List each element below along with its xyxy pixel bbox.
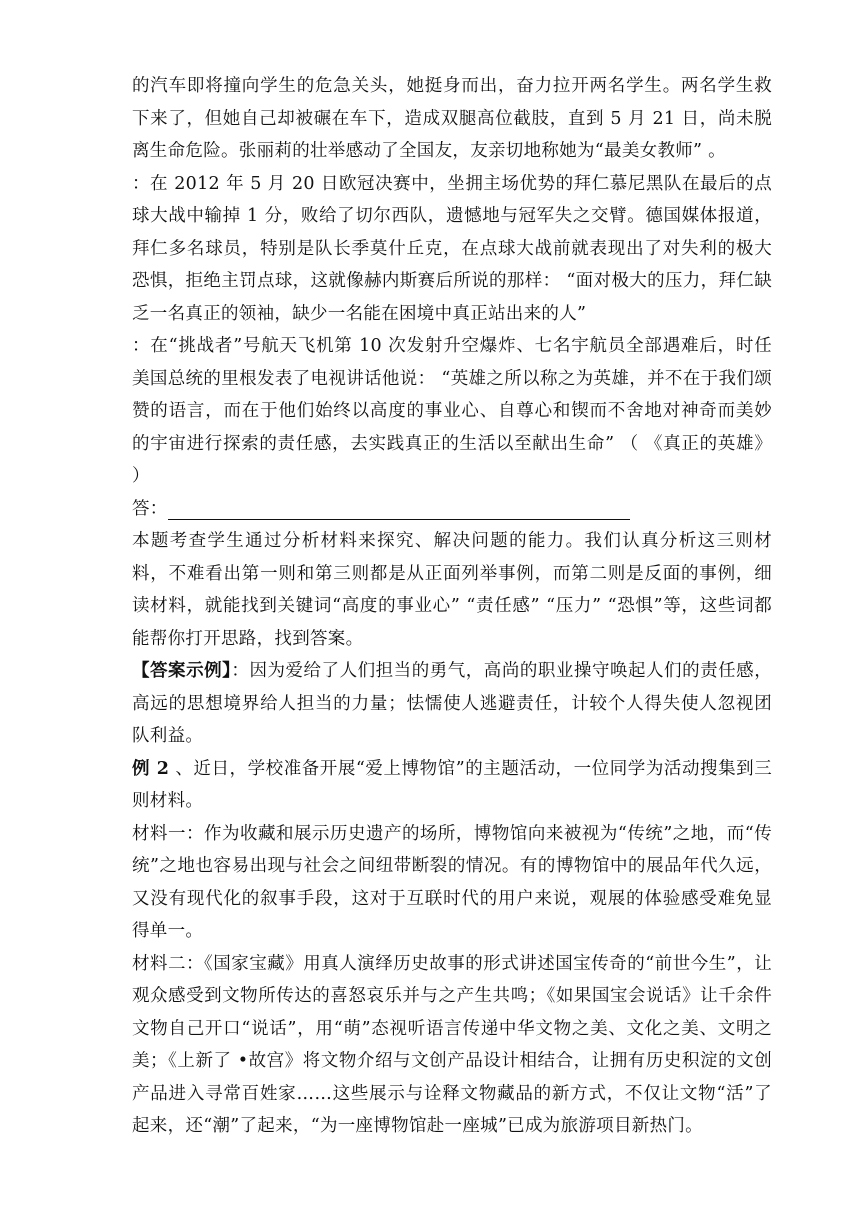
analysis-paragraph: 本题考查学生通过分析材料来探究、解决问题的能力。我们认真分析这三则材料，不难看出第一则和第三则都是从正面列举事例，而第二则是反面的事例，细读材料，就能找到关键词“高度的事业心” “责任感” “压力” “恐惧”等，这些词都能帮你打开思路，找到答案。: [132, 531, 772, 649]
material-two-paragraph: 材料二：《国家宝藏》用真人演绎历史故事的形式讲述国宝传奇的“前世今生”，让观众感受到文物所传达的喜怒哀乐并与之产生共鸣；《如果国宝会说话》让千余件文物自己开口“说话”，用“萌”态视听语言传递中华文物之美、文化之美、文明之美；《上新了 •故宫》将文物介绍与文创产品设计相结合，让拥有历史积淀的文创产品进入寻常百姓家……这些展示与诠释文物藏品的新方式，不仅让文物“活”了起来，还“潮”了起来，“为一座博物馆赴一座城”已成为旅游项目新热门。: [132, 953, 772, 1136]
example-2-text: 、近日，学校准备开展“爱上博物馆”的主题活动，一位同学为活动搜集到三则材料。: [132, 758, 773, 811]
example-2-label: 例 2: [132, 758, 170, 779]
example-2-paragraph: [132, 753, 772, 818]
material-one-paragraph: 材料一：作为收藏和展示历史遗产的场所，博物馆向来被视为“传统”之地，而“传统”之地也容易出现与社会之间纽带断裂的情况。有的博物馆中的展品年代久远，又没有现代化的叙事手段，这对于互联时代的用户来说，观展的体验感受难免显得单一。: [132, 823, 772, 941]
answer-label: 答：: [132, 498, 168, 519]
material-paragraph-2: ：在 2012 年 5 月 20 日欧冠决赛中，坐拥主场优势的拜仁慕尼黑队在最后的点球大战中输掉 1 分，败给了切尔西队，遗憾地与冠军失之交臂。德国媒体报道，拜仁多名球员，特别是队长季莫什丘克，在点球大战前就表现出了对失利的极大恐惧，拒绝主罚点球，这就像赫内斯赛后所说的那样： “面对极大的压力，拜仁缺乏一名真正的领袖，缺少一名能在困境中真正站出来的人”: [132, 173, 772, 324]
answer-example-text: ：因为爱给了人们担当的勇气，高尚的职业操守唤起人们的责任感，高远的思想境界给人担当的力量；怯懦使人逃避责任，计较个人得失使人忽视团队利益。: [132, 661, 772, 746]
material-paragraph-1: 的汽车即将撞向学生的危急关头，她挺身而出，奋力拉开两名学生。两名学生救下来了，但她自己却被碾在车下，造成双腿高位截肢，直到 5 月 21 日，尚未脱离生命危险。张丽莉的壮举感动了全国友，友亲切地称她为“最美女教师” 。: [132, 76, 772, 161]
answer-example-paragraph: [132, 655, 772, 753]
answer-row: [132, 493, 772, 526]
answer-example-label: 【答案示例】: [132, 661, 232, 681]
material-paragraph-3: ：在“挑战者”号航天飞机第 10 次发射升空爆炸、七名宇航员全部遇难后，时任美国总统的里根发表了电视讲话他说： “英雄之所以称之为英雄，并不在于我们颂赞的语言，而在于他们始终以高度的事业心、自尊心和锲而不舍地对神奇而美妙的宇宙进行探索的责任感，去实践真正的生活以至献出生命” （ 《真正的英雄》 ）: [132, 336, 772, 486]
document-page: [132, 70, 772, 1143]
answer-blank-line[interactable]: [168, 497, 630, 520]
